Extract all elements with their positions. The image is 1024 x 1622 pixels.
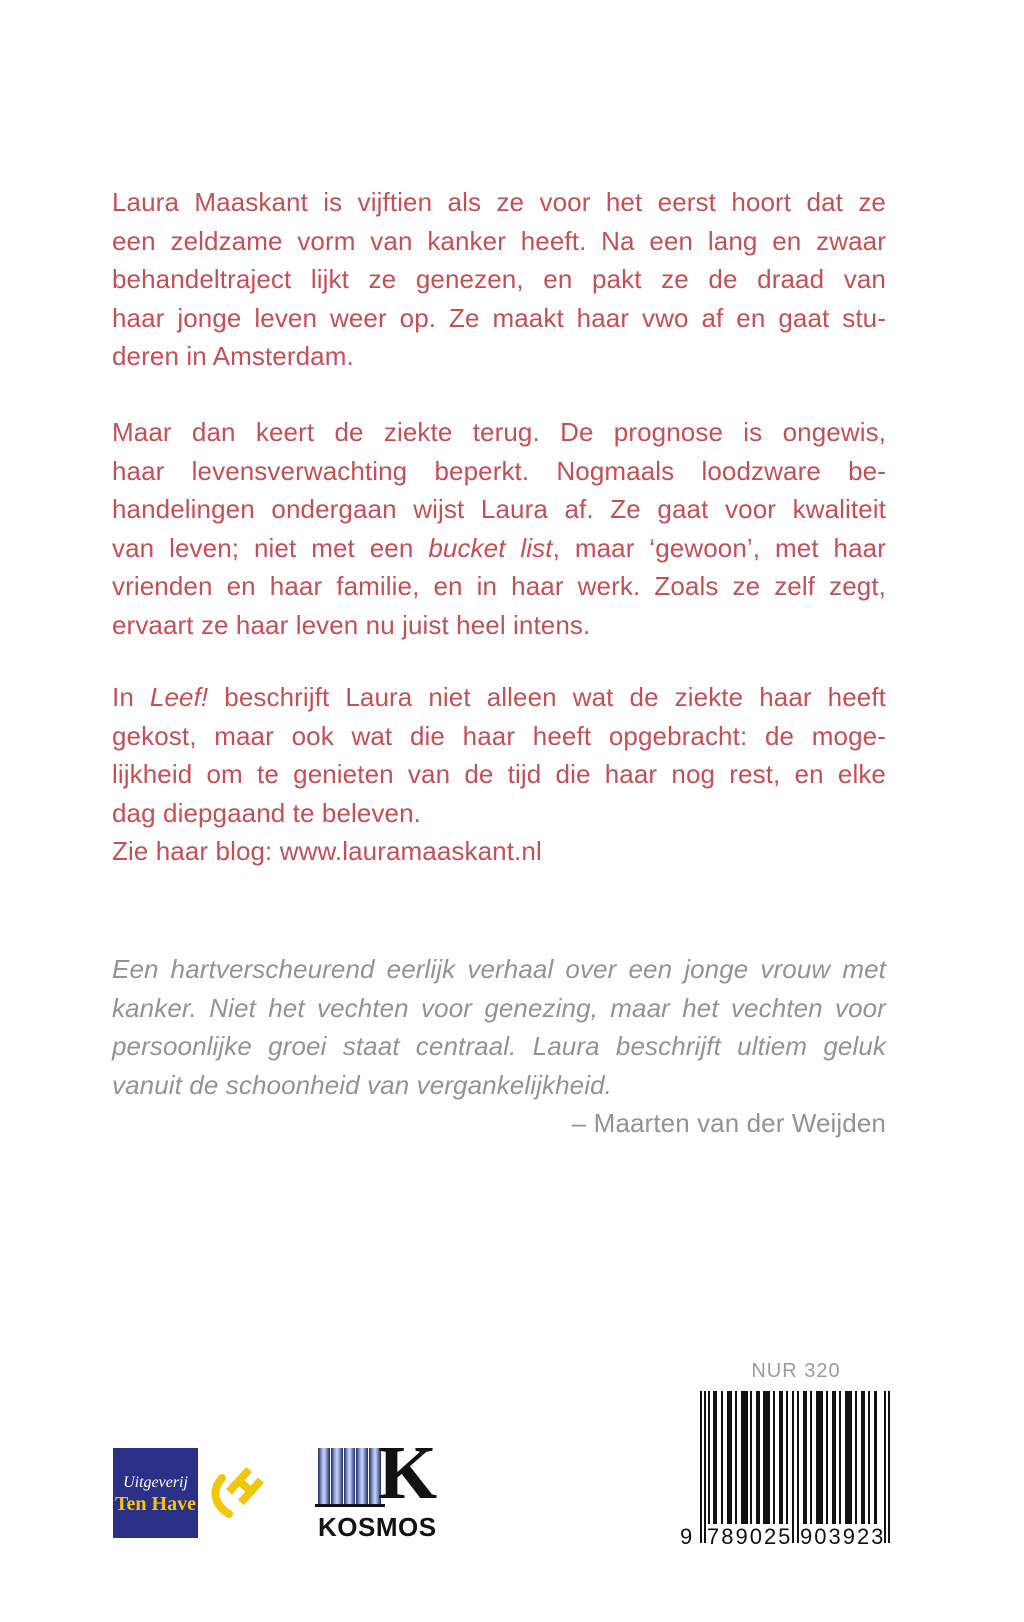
quote-line: kanker. Niet het vechten voor genezing, maar het vechten voor	[112, 992, 886, 1023]
synopsis-paragraph-3	[112, 678, 886, 871]
synopsis-line: ervaart ze haar leven nu juist heel intens.	[112, 609, 591, 640]
isbn-group-1: 789025	[707, 1524, 793, 1549]
quote-attribution: – Maarten van der Weijden	[571, 1108, 886, 1138]
endorsement-quote	[112, 950, 886, 1143]
quote-line: persoonlijke groei staat centraal. Laura beschrijft ultiem geluk	[112, 1031, 886, 1061]
synopsis-line: deren in Amsterdam.	[112, 341, 354, 371]
blog-url-line: Zie haar blog: www.lauramaaskant.nl	[112, 836, 542, 866]
synopsis-line: gekost, maar ook wat die haar heeft opgebracht: de moge-	[112, 720, 886, 751]
text-segment-italic: bucket list	[428, 532, 553, 563]
h-mark-icon	[207, 1458, 267, 1524]
text-segment: In	[112, 682, 150, 712]
kosmos-book-spines-icon	[318, 1448, 382, 1504]
synopsis-line: een zeldzame vorm van kanker heeft. Na een lang en zwaar	[112, 225, 886, 256]
ten-have-name-label: Ten Have	[115, 1493, 196, 1515]
ten-have-logo	[113, 1448, 198, 1538]
kosmos-wordmark: KOSMOS	[318, 1512, 437, 1542]
synopsis-line: haar jonge leven weer op. Ze maakt haar vwo af en gaat stu-	[112, 302, 886, 333]
synopsis-line: vrienden en haar familie, en in haar werk. Zoals ze zelf zegt,	[112, 571, 886, 601]
text-segment: beschrijft Laura niet alleen wat de ziekte haar heeft	[208, 682, 886, 712]
barcode	[680, 1360, 892, 1555]
text-segment: , maar ‘gewoon’, met haar	[552, 532, 886, 563]
synopsis-line: Laura Maaskant is vijftien als ze voor het eerst hoort dat ze	[112, 187, 886, 217]
synopsis-line: lijkheid om te genieten van de tijd die haar nog rest, en elke	[112, 759, 886, 789]
isbn-digits	[680, 1524, 892, 1549]
text-segment: van leven; niet met een	[112, 532, 429, 563]
h-mark-svg	[207, 1458, 267, 1524]
book-title-italic: Leef!	[149, 682, 209, 712]
kosmos-k-letter: K	[378, 1431, 438, 1515]
synopsis-paragraph-2	[112, 413, 886, 644]
synopsis-paragraph-1	[112, 183, 886, 376]
synopsis-line	[112, 678, 886, 717]
synopsis-line: Maar dan keert de ziekte terug. De prognose is ongewis,	[112, 417, 886, 447]
synopsis-line: behandeltraject lijkt ze genezen, en pakt ze de draad van	[112, 264, 886, 294]
quote-line: vanuit de schoonheid van vergankelijkheid.	[112, 1069, 612, 1100]
quote-line: Een hartverscheurend eerlijk verhaal over een jonge vrouw met	[112, 954, 886, 984]
kosmos-logo	[318, 1431, 438, 1542]
isbn-group-2: 903923	[800, 1524, 886, 1549]
barcode-bars	[680, 1391, 892, 1551]
nur-code-label: NUR 320	[751, 1360, 841, 1382]
synopsis-line: handelingen ondergaan wijst Laura af. Ze gaat voor kwaliteit	[112, 494, 886, 524]
ten-have-uitgeverij-label: Uitgeverij	[123, 1474, 188, 1491]
isbn-first-digit: 9	[680, 1524, 693, 1549]
synopsis-line	[112, 529, 886, 568]
kosmos-underline	[315, 1504, 385, 1507]
synopsis-line: dag diepgaand te beleven.	[112, 797, 421, 828]
synopsis-line: haar levensverwachting beperkt. Nogmaals loodzware be-	[112, 455, 886, 486]
